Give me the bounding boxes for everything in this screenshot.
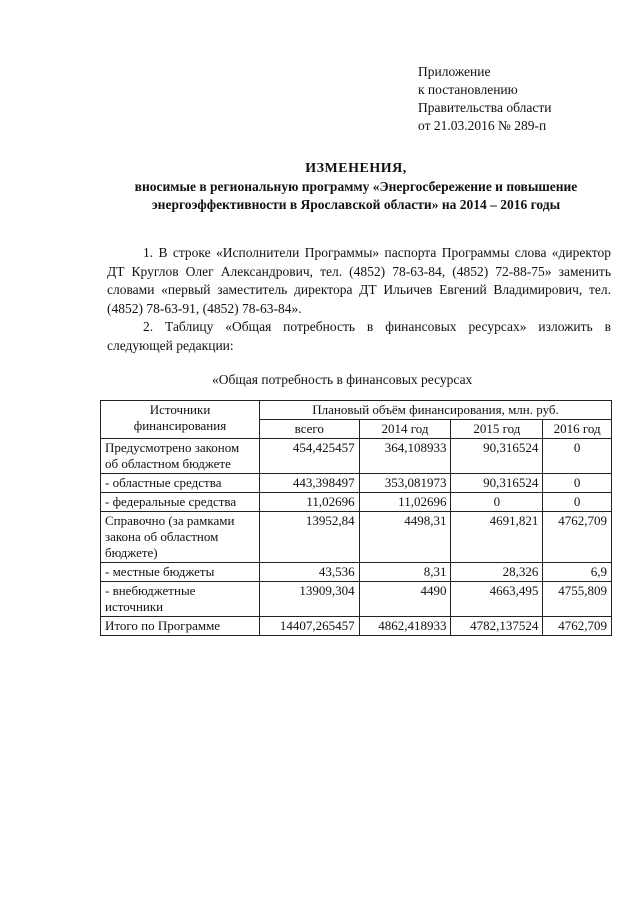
cell-2014: 364,108933 [359,439,451,474]
appendix-note [418,63,551,135]
title-heading: ИЗМЕНЕНИЯ, [305,161,407,176]
title-line: энергоэффективности в Ярославской области» на 2014 – 2016 годы [151,197,561,212]
table-row [101,563,612,582]
table-row [101,512,612,563]
cell-source: - местные бюджеты [101,563,260,582]
cell-total: 11,02696 [260,493,360,512]
header-total: всего [260,420,360,439]
cell-2014: 4498,31 [359,512,451,563]
cell-2014: 11,02696 [359,493,451,512]
cell-total: 43,536 [260,563,360,582]
table-caption: «Общая потребность в финансовых ресурсах [212,372,473,387]
paragraph: 2. Таблицу «Общая потребность в финансовых ресурсах» изложить в следующей редакции: [107,319,611,353]
cell-total: 443,398497 [260,474,360,493]
cell-source: Предусмотрено законом об областном бюджете [101,439,260,474]
cell-total: 13909,304 [260,582,360,617]
header-source: Источники финансирования [101,401,260,439]
cell-source: - областные средства [101,474,260,493]
table-row [101,474,612,493]
appendix-line: к постановлению [418,82,518,97]
cell-2015: 28,326 [451,563,543,582]
cell-2016: 0 [543,439,612,474]
title-line: вносимые в региональную программу «Энергосбережение и повышение [134,179,578,194]
cell-2015: 0 [451,493,543,512]
header-planned: Плановый объём финансирования, млн. руб. [260,401,612,420]
cell-source: - внебюджетные источники [101,582,260,617]
cell-2014: 4490 [359,582,451,617]
cell-source: Итого по Программе [101,617,260,636]
cell-2014: 4862,418933 [359,617,451,636]
header-2015: 2015 год [451,420,543,439]
cell-2015: 90,316524 [451,439,543,474]
cell-2015: 4782,137524 [451,617,543,636]
appendix-line: от 21.03.2016 № 289-п [418,118,547,133]
cell-2016: 0 [543,474,612,493]
cell-total: 13952,84 [260,512,360,563]
document-title [96,160,616,214]
cell-total: 14407,265457 [260,617,360,636]
cell-2015: 4663,495 [451,582,543,617]
appendix-line: Правительства области [418,100,552,115]
cell-2016: 0 [543,493,612,512]
table-row [101,582,612,617]
header-2016: 2016 год [543,420,612,439]
cell-2016: 6,9 [543,563,612,582]
appendix-line: Приложение [418,64,491,79]
financing-table [100,400,612,636]
cell-2016: 4755,809 [543,582,612,617]
cell-2015: 90,316524 [451,474,543,493]
cell-2016: 4762,709 [543,617,612,636]
table-header-row [101,401,612,420]
paragraph: 1. В строке «Исполнители Программы» паспорта Программы слова «директор ДТ Круглов Олег Александрович, тел. (4852) 78-63-84, (4852) 72-88-75» заменить словами «первый заместитель директора ДТ Ильичев Евгений Владимирович, тел. (4852) 78-63-91, (4852) 78-63-84». [107,245,611,316]
cell-total: 454,425457 [260,439,360,474]
cell-source: Справочно (за рамками закона об областном бюджете) [101,512,260,563]
table-row [101,439,612,474]
cell-2014: 353,081973 [359,474,451,493]
document-body [107,244,611,355]
cell-2016: 4762,709 [543,512,612,563]
table-row [101,493,612,512]
table-row [101,617,612,636]
header-2014: 2014 год [359,420,451,439]
cell-2014: 8,31 [359,563,451,582]
cell-source: - федеральные средства [101,493,260,512]
cell-2015: 4691,821 [451,512,543,563]
